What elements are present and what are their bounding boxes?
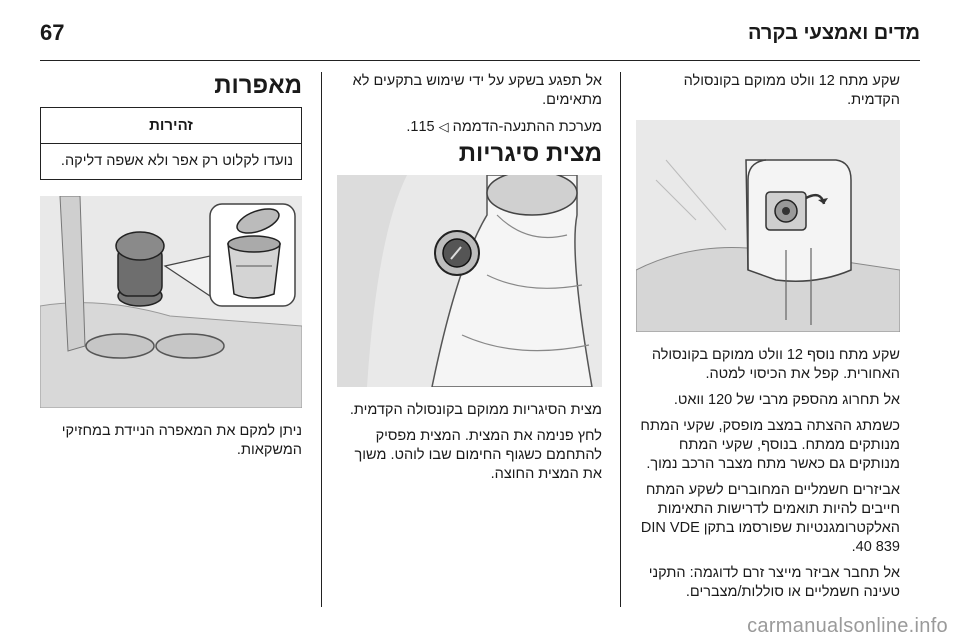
caution-title: זהירות [41,108,301,144]
current-source-text: אל תחבר אביזר מייצר זרם לדוגמה: התקני טעינה חשמליים או סוללות/מצברים. [648,565,900,600]
socket-warning-text: אל תפגע בשקע על ידי שימוש בתקעים לא מתאימים. [352,73,602,108]
ignition-off-text: כשמתג ההצתה במצב מופסק, שקעי המתח מנותקים ממתח. בנוסף, שקעי המתח מנותקים גם כאשר מתח מצבר הרכב נמוך. [640,418,900,472]
cigarette-lighter-title: מצית סיגריות [458,140,602,167]
reference-text: מערכת ההתנעה-הדממה [452,119,602,135]
reference-arrow-icon: ◁ [438,119,449,134]
page-number: 67 [40,20,65,45]
column-divider-right [620,72,621,607]
header-rule [40,60,920,61]
middle-column [337,72,602,491]
accessories-text: אביזרים חשמליים המחוברים לשקע המתח חייבים להיות תואמים לדרישות התאימות האלקטרומגנטיות שפורסמו בתקן DIN VDE 40 839. [640,482,900,555]
lighter-usage-text: לחץ פנימה את המצית. המצית מפסיק להתחמם כשגוף החימום שבו לוהט. משוך את המצית החוצה. [354,428,602,482]
cigarette-lighter-figure [337,175,602,387]
rear-socket-text: שקע מתח נוסף 12 וולט ממוקם בקונסולה האחורית. קפל את הכיסוי למטה. [651,347,900,382]
chapter-title: מדים ואמצעי בקרה [747,21,920,44]
right-column [636,72,900,609]
caution-text: נועדו לקלוט רק אפר ולא אשפה דליקה. [60,153,293,169]
stop-start-reference [337,117,602,137]
left-column [40,72,302,467]
column-divider-left [321,72,322,607]
page-header [40,18,920,48]
power-socket-intro: שקע מתח 12 וולט ממוקם בקונסולה הקדמית. [683,73,900,108]
reference-page: 115. [406,119,435,135]
ashtray-placement-text: ניתן למקם את המאפרה הניידת במחזיקי המשקאות. [61,423,302,458]
max-power-text: אל תחרוג מהספק מרבי של 120 וואט. [673,392,900,408]
watermark: carmanualsonline.info [747,615,948,637]
power-socket-figure [636,120,900,332]
lighter-location-text: מצית הסיגריות ממוקם בקונסולה הקדמית. [349,402,602,418]
caution-box [40,107,302,180]
ashtrays-title: מאפרות [214,72,302,99]
ashtray-figure [40,196,302,408]
